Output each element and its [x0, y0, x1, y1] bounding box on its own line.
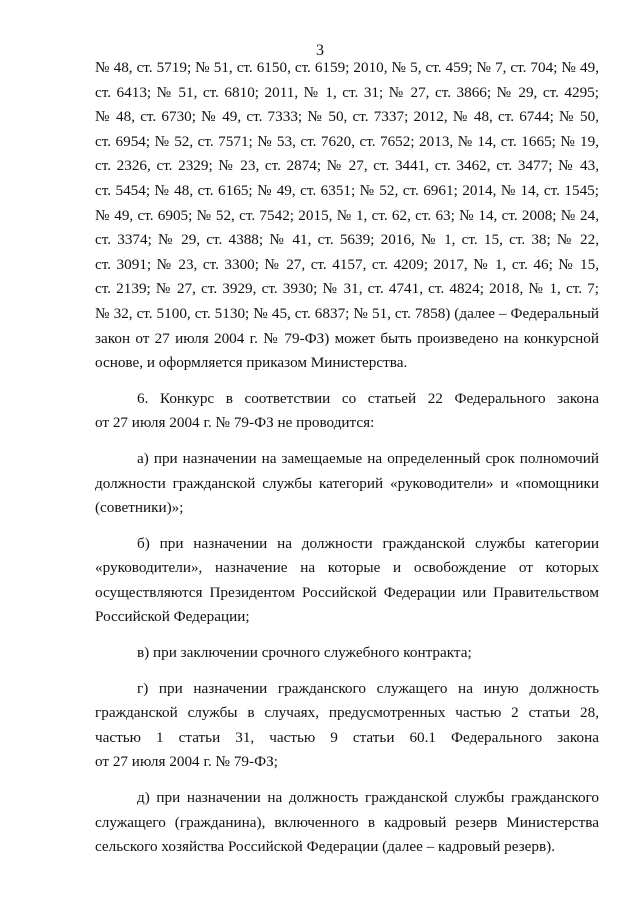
- text-line: осуществляются Президентом Российской Федерации или Правительством: [95, 583, 599, 601]
- text-line: б) при назначении на должности гражданской службы категории: [137, 534, 599, 552]
- text-line: 6. Конкурс в соответствии со статьей 22 Федерального закона: [137, 389, 599, 407]
- text-line: № 48, ст. 5719; № 51, ст. 6150, ст. 6159; 2010, № 5, ст. 459; № 7, ст. 704; № 49,: [95, 59, 599, 76]
- paragraph-subitem-v: [95, 641, 599, 666]
- text-line: ст. 2326, ст. 2329; № 23, ст. 2874; № 27, ст. 3441, ст. 3462, ст. 3477; № 43,: [95, 157, 599, 175]
- text-line: ст. 5454; № 48, ст. 6165; № 49, ст. 6351; № 52, ст. 6961; 2014, № 14, ст. 1545;: [95, 181, 599, 199]
- text-line: (советники)»;: [95, 499, 184, 517]
- paragraph-legal-references: [95, 56, 599, 376]
- text-line: ст. 6954; № 52, ст. 7571; № 53, ст. 7620, ст. 7652; 2013, № 14, ст. 1665; № 19,: [95, 132, 599, 150]
- paragraph-subitem-a: [95, 447, 599, 521]
- text-line: должности гражданской службы категорий «руководители» и «помощники: [95, 474, 599, 492]
- text-line: «руководители», назначение на которые и освобождение от которых: [95, 559, 599, 577]
- text-line: в) при заключении срочного служебного контракта;: [137, 644, 472, 662]
- text-line: ст. 3374; № 29, ст. 4388; № 41, ст. 5639; 2016, № 1, ст. 15, ст. 38; № 22,: [95, 231, 599, 249]
- paragraph-item-6: [95, 387, 599, 436]
- text-line: сельского хозяйства Российской Федерации (далее – кадровый резерв).: [95, 838, 556, 856]
- text-line: служащего (гражданина), включенного в кадровый резерв Министерства: [95, 813, 599, 831]
- text-line: № 49, ст. 6905; № 52, ст. 7542; 2015, № 1, ст. 62, ст. 63; № 14, ст. 2008; № 24,: [95, 206, 599, 224]
- text-line: от 27 июля 2004 г. № 79-ФЗ;: [95, 753, 278, 771]
- text-line: № 48, ст. 6730; № 49, ст. 7333; № 50, ст. 7337; 2012, № 48, ст. 6744; № 50,: [95, 108, 599, 126]
- paragraph-subitem-b: [95, 532, 599, 630]
- paragraph-gap: [95, 521, 599, 532]
- text-line: д) при назначении на должность гражданской службы гражданского: [137, 789, 599, 807]
- text-line: а) при назначении на замещаемые на определенный срок полномочий: [137, 449, 599, 467]
- text-line: г) при назначении гражданского служащего на иную должность: [137, 679, 599, 697]
- paragraph-gap: [95, 436, 599, 447]
- text-line: частью 1 статьи 31, частью 9 статьи 60.1 Федерального закона: [95, 728, 599, 746]
- paragraph-subitem-g: [95, 677, 599, 775]
- text-line: Российской Федерации;: [95, 608, 250, 626]
- text-line: гражданской службы в случаях, предусмотренных частью 2 статьи 28,: [95, 704, 599, 722]
- text-line: ст. 3091; № 23, ст. 3300; № 27, ст. 4157, ст. 4209; 2017, № 1, ст. 46; № 15,: [95, 255, 599, 273]
- paragraph-gap: [95, 630, 599, 641]
- document-body: [95, 56, 599, 860]
- text-line: ст. 6413; № 51, ст. 6810; 2011, № 1, ст. 31; № 27, ст. 3866; № 29, ст. 4295;: [95, 83, 599, 101]
- text-line: ст. 2139; № 27, ст. 3929, ст. 3930; № 31, ст. 4741, ст. 4824; 2018, № 1, ст. 7;: [95, 280, 599, 298]
- paragraph-subitem-d: [95, 786, 599, 860]
- text-line: закон от 27 июля 2004 г. № 79-ФЗ) может быть произведено на конкурсной: [95, 329, 599, 347]
- text-line: от 27 июля 2004 г. № 79-ФЗ не проводится:: [95, 414, 375, 432]
- paragraph-gap: [95, 666, 599, 677]
- text-line: основе, и оформляется приказом Министерства.: [95, 354, 408, 372]
- text-line: № 32, ст. 5100, ст. 5130; № 45, ст. 6837; № 51, ст. 7858) (далее – Федеральный: [95, 304, 599, 322]
- page-number: 3: [316, 42, 324, 59]
- paragraph-gap: [95, 376, 599, 387]
- paragraph-gap: [95, 775, 599, 786]
